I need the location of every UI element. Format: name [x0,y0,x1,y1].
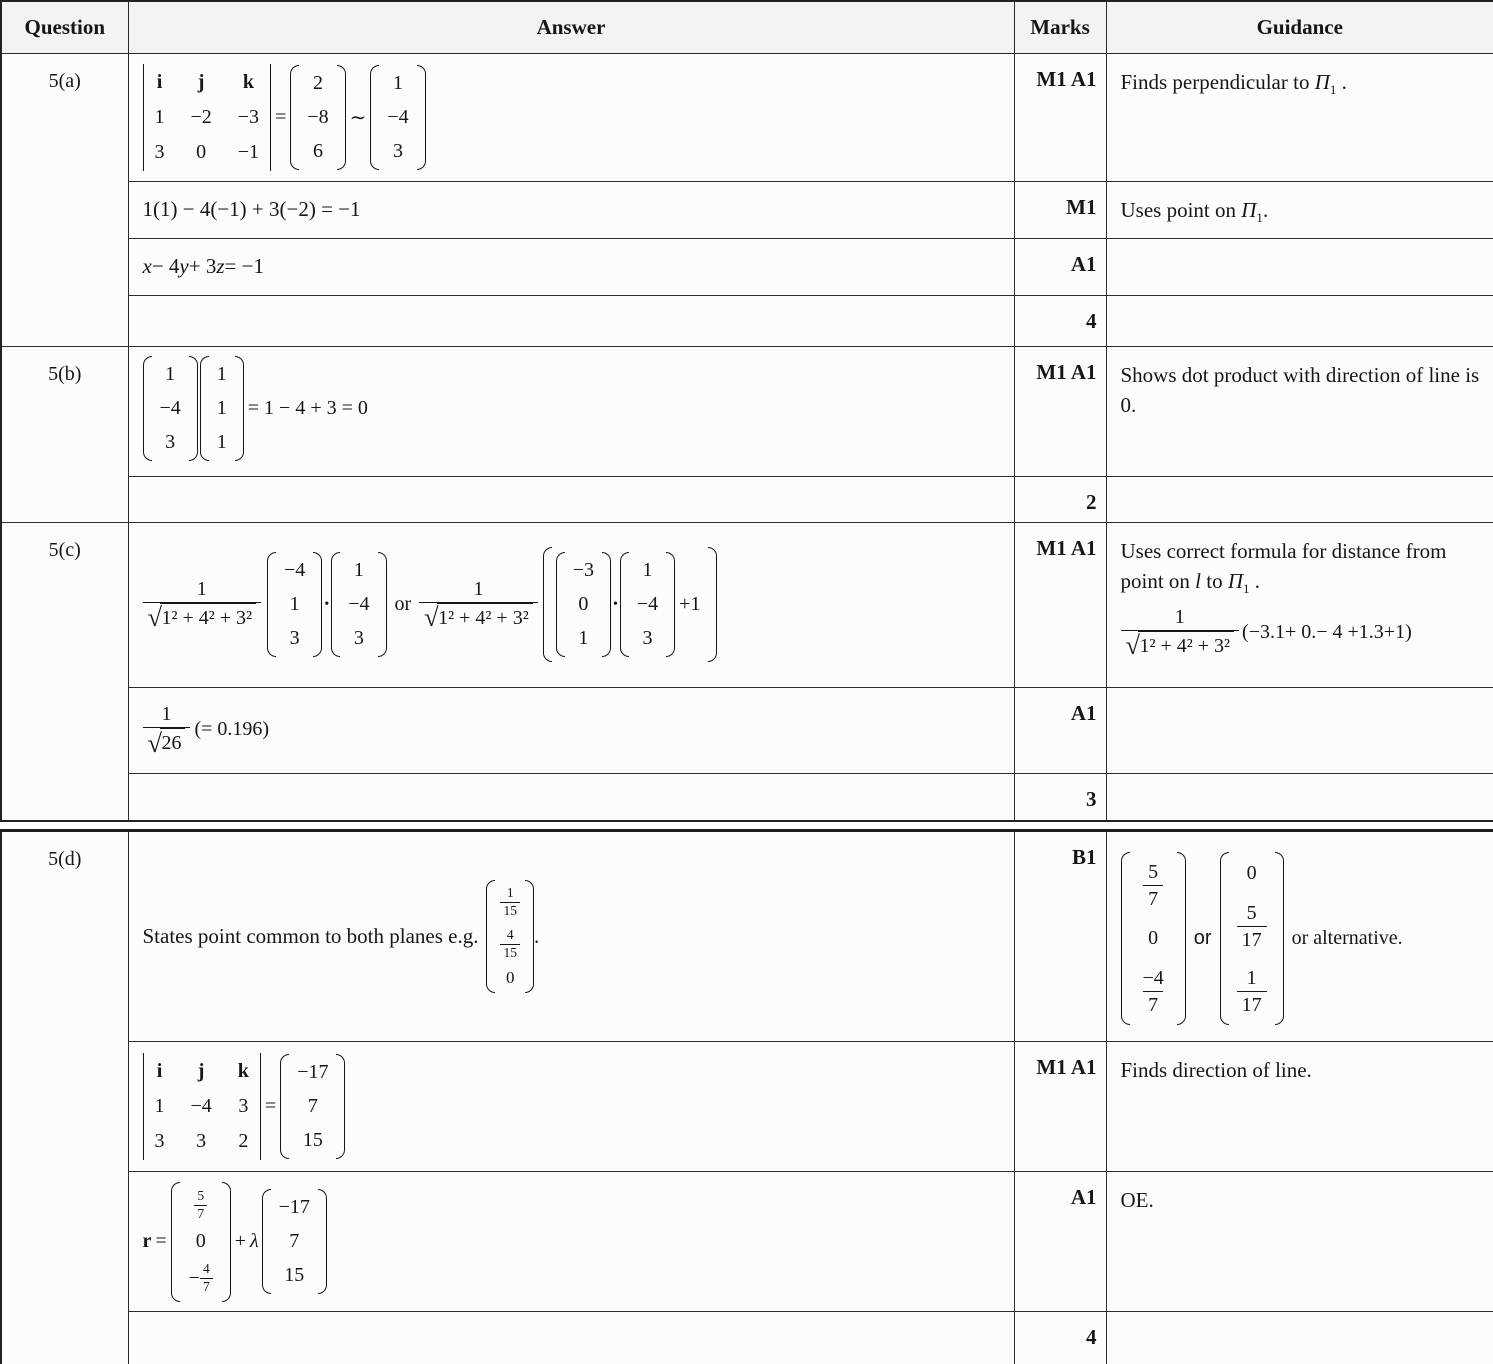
mark-scheme-table-lower [0,829,1493,1364]
column-vector-normal: 1 −4 3 [370,65,425,170]
column-vector: $\frac{5}{7}$ 0 $\frac{-4}{7}$ [1121,852,1186,1025]
question-label-5b: 5(b) [1,346,128,522]
row-5b-step1 [1,346,1493,476]
answer-5c-step1 [128,522,1014,687]
question-label-5c: 5(c) [1,522,128,821]
answer-5a-total [128,295,1014,346]
right-paren [318,1189,327,1294]
guidance-5a-step2: Uses point on $\Pi_1$. [1106,181,1493,238]
left-paren [543,547,552,662]
left-paren [1220,852,1229,1025]
left-paren [171,1182,180,1303]
row-5b-total [1,476,1493,522]
right-paren [666,552,675,657]
square-root: √ 1² + 4² + 3² [1126,631,1235,659]
square-root: √ 1² + 4² + 3² [148,603,257,631]
or-alternative-text: or alternative. [1291,927,1403,949]
marks-5d-step2: M1 A1 [1014,1042,1106,1172]
right-paren [337,65,346,170]
row-5d-step2 [1,1042,1493,1172]
right-paren [336,1054,345,1159]
guidance-formula: 1 √ 1² + 4² + 3² (−3.1+ 0.− 4 +1.3+1) [1121,604,1484,661]
guidance-5a-step1: Finds perpendicular to $\Pi_1$ . [1106,53,1493,181]
row-5a-total [1,295,1493,346]
guidance-5d-step1 [1106,831,1493,1042]
row-5c-total [1,773,1493,821]
dot-operator: • [612,596,618,612]
row-5c-step1 [1,522,1493,687]
fraction: $\frac{1}{17}$ [1237,965,1267,1018]
fraction: 1 √ 26 [143,701,191,758]
dot-operator: • [324,596,330,612]
pi-symbol: Π [1227,568,1244,593]
plus-one: +1 [679,593,701,615]
answer-5d-total [128,1312,1014,1364]
row-5d-step3 [1,1172,1493,1312]
guidance-5a-total [1106,295,1493,346]
column-vector: −3 0 1 [556,552,611,657]
question-label-5d: 5(d) [1,831,128,1364]
pi-symbol: Π [1314,69,1330,94]
col-header-guidance: Guidance [1106,1,1493,53]
column-vector: 1 −4 3 [331,552,386,657]
answer-5a-step3: x− 4y+ 3z= −1 [128,238,1014,295]
square-root: √ 26 [148,728,186,756]
row-5a-step2 [1,181,1493,238]
fraction: $\frac{5}{7}$ [194,1188,207,1223]
left-paren [620,552,629,657]
guidance-5b-step1: Shows dot product with direction of line is 0. [1106,346,1493,476]
tilde-operator: ∼ [349,106,367,129]
right-paren [417,65,426,170]
right-paren [222,1182,231,1303]
left-paren [370,65,379,170]
fraction: $\frac{5}{17}$ [1237,900,1267,953]
marks-5d-total: 4 [1014,1312,1106,1364]
guidance-5c-step1: Uses correct formula for distance from point on l to $\Pi_1$ . 1 √ 1² + 4² + 3² (−3.1+ 0.− 4 +1.3+1) [1106,522,1493,687]
marks-5b-step1: M1 A1 [1014,346,1106,476]
col-header-question: Question [1,1,128,53]
right-paren [602,552,611,657]
or-text: or [1193,927,1212,949]
left-paren [556,552,565,657]
answer-5c-step2 [128,687,1014,773]
guidance-5d-step2: Finds direction of line. [1106,1042,1493,1172]
left-paren [331,552,340,657]
answer-5d-step1: States point common to both planes e.g. $\frac{1}{15}$ $\frac{4}{15}$ 0 . [128,831,1014,1042]
equals-sign: = [264,1095,277,1118]
row-5c-step2 [1,687,1493,773]
right-paren [378,552,387,657]
parenthesized-group [543,547,718,662]
fraction: $\frac{1}{15}$ [500,885,520,920]
marks-5d-step3: A1 [1014,1172,1106,1312]
marks-5a-step2: M1 [1014,181,1106,238]
column-vector-direction: −17 7 15 [262,1189,327,1294]
guidance-5c-step2 [1106,687,1493,773]
guidance-5d-step3: OE. [1106,1172,1493,1312]
marks-5a-step1: M1 A1 [1014,53,1106,181]
column-vector: 1 −4 3 [620,552,675,657]
right-paren [525,880,534,994]
determinant-ijk: i j k 1 −2 −3 3 0 −1 [143,64,272,171]
answer-5a-step2: 1(1) − 4(−1) + 3(−2) = −1 [128,181,1014,238]
marks-5b-total: 2 [1014,476,1106,522]
left-paren [1121,852,1130,1025]
left-paren [486,880,495,994]
col-header-marks: Marks [1014,1,1106,53]
marks-5d-step1: B1 [1014,831,1106,1042]
square-root: √ 1² + 4² + 3² [424,603,533,631]
column-vector-point: $\frac{1}{15}$ $\frac{4}{15}$ 0 [486,880,534,994]
lambda-symbol: λ [249,1230,259,1253]
left-paren [290,65,299,170]
column-vector-point: $\frac{5}{7}$ 0 − $\frac{4}{7}$ [171,1182,231,1303]
marks-5c-step1: M1 A1 [1014,522,1106,687]
question-label-5a: 5(a) [1,53,128,346]
marks-5c-total: 3 [1014,773,1106,821]
column-vector-result: 2 −8 6 [290,65,345,170]
fraction: 1 √ 1² + 4² + 3² [1121,604,1240,661]
decimal-value: (= 0.196) [194,718,270,741]
right-paren [313,552,322,657]
answer-5b-step1 [128,346,1014,476]
column-vector: 1 −4 3 [143,356,198,461]
right-paren [708,547,717,662]
fraction: 1 √ 1² + 4² + 3² [419,576,538,633]
guidance-5d-total [1106,1312,1493,1364]
col-header-answer: Answer [128,1,1014,53]
row-5a-step3 [1,238,1493,295]
determinant-ijk: i j k 1 −4 3 3 3 2 [143,1053,261,1160]
or-text: or [394,593,412,615]
marks-5a-total: 4 [1014,295,1106,346]
fraction: 1 √ 1² + 4² + 3² [143,576,262,633]
answer-5d-step2 [128,1042,1014,1172]
pi-symbol: Π [1241,197,1257,222]
answer-5d-step3 [128,1172,1014,1312]
dot-product-result: = 1 − 4 + 3 = 0 [247,396,368,419]
left-paren [143,356,152,461]
right-paren [235,356,244,461]
right-paren [1275,852,1284,1025]
r-vector-symbol: r [142,1230,152,1253]
answer-5b-total [128,476,1014,522]
fraction: $\frac{4}{7}$ [200,1261,213,1296]
row-5a-step1 [1,53,1493,181]
marks-5a-step3: A1 [1014,238,1106,295]
right-paren [189,356,198,461]
column-vector: 1 1 1 [200,356,244,461]
left-paren [262,1189,271,1294]
fraction: $\frac{5}{7}$ [1143,859,1163,912]
row-5d-step1 [1,831,1493,1042]
answer-5c-total [128,773,1014,821]
answer-5a-step1 [128,53,1014,181]
left-paren [267,552,276,657]
marks-5c-step2: A1 [1014,687,1106,773]
header-row [1,1,1493,53]
left-paren [200,356,209,461]
guidance-5a-step3 [1106,238,1493,295]
equals-sign: = [155,1230,167,1253]
right-paren [1177,852,1186,1025]
left-paren [280,1054,289,1159]
fraction: $\frac{-4}{7}$ [1142,967,1164,1016]
column-vector: 0 $\frac{5}{17}$ $\frac{1}{17}$ [1220,852,1284,1025]
equals-sign: = [275,105,287,128]
plus-sign: + [234,1230,246,1253]
fraction: $\frac{4}{15}$ [500,927,520,962]
row-5d-total [1,1312,1493,1364]
column-vector: −4 1 3 [267,552,322,657]
column-vector-direction: −17 7 15 [280,1054,345,1159]
guidance-5b-total [1106,476,1493,522]
guidance-5c-total [1106,773,1493,821]
